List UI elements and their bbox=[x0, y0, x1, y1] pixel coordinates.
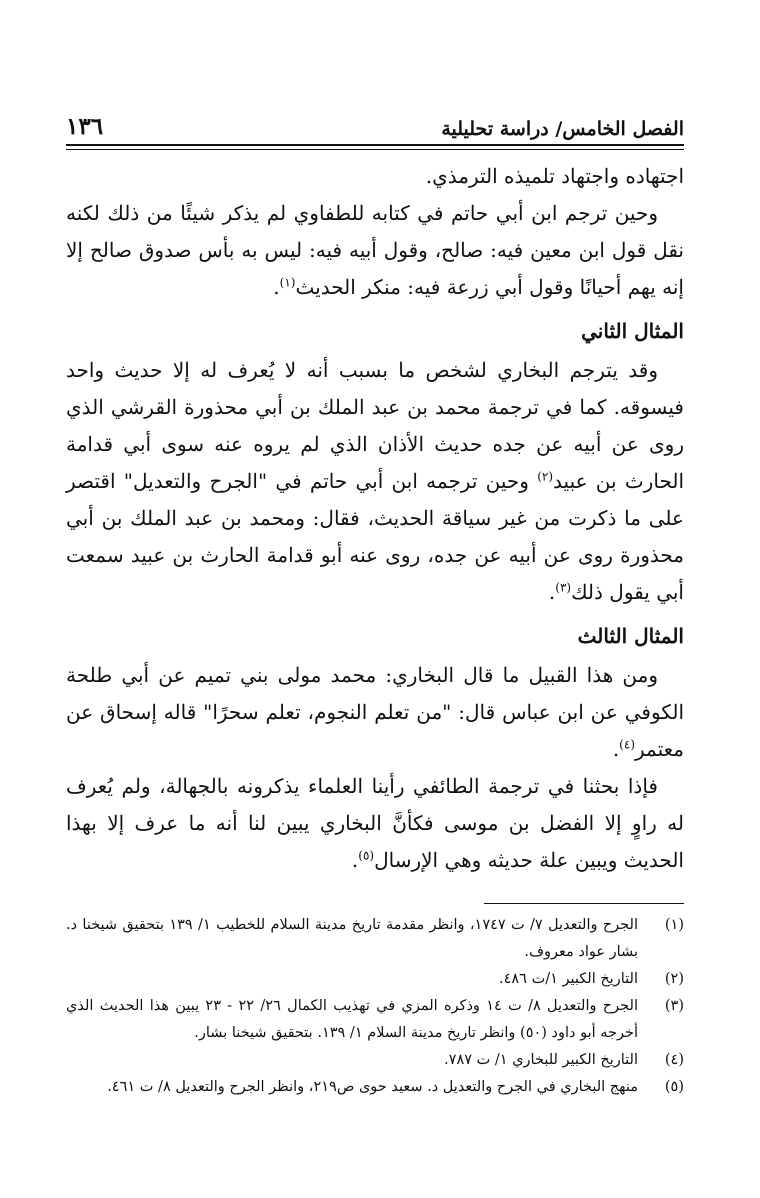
footnote-number: (٥) bbox=[664, 1079, 684, 1095]
page-header bbox=[66, 100, 684, 140]
chapter-title: الفصل الخامس/ دراسة تحليلية bbox=[441, 118, 684, 140]
footnote-text: التاريخ الكبير للبخاري ١/ ت ٧٨٧. bbox=[444, 1052, 638, 1068]
section-heading: المثال الثاني bbox=[581, 319, 684, 343]
footnote-number: (١) bbox=[664, 917, 684, 933]
footnote bbox=[66, 966, 684, 993]
footnote-number: (٤) bbox=[664, 1052, 684, 1068]
header-rule bbox=[66, 144, 684, 146]
footnote bbox=[66, 912, 684, 966]
footnote-number: (٢) bbox=[664, 971, 684, 987]
footnote-text: الجرح والتعديل ٧/ ت ١٧٤٧، وانظر مقدمة تاريخ مدينة السلام للخطيب ١/ ١٣٩ بتحقيق شيخنا د. بشار عواد معروف. bbox=[66, 917, 638, 960]
header-rule-thin bbox=[66, 149, 684, 150]
paragraph: اجتهاده واجتهاد تلميذه الترمذي. bbox=[425, 164, 684, 188]
footnote-text: منهج البخاري في الجرح والتعديل د. سعيد حوى ص٢١٩، وانظر الجرح والتعديل ٨/ ت ٤٦١. bbox=[107, 1079, 638, 1095]
footnote-ref: (٢) bbox=[537, 469, 554, 484]
paragraph: وقد يترجم البخاري لشخص ما بسبب أنه لا يُعرف له إلا حديث واحد فيسوقه. كما في ترجمة محمد بن عبد الملك بن أبي محذورة القرشي الذي روى عن أبيه عن جده حديث الأذان الذي لم يروه عنه سوى أبي قدامة الحارث بن عبيد$^{(٢)}$ وحين ترجمه ابن أبي حاتم في "الجرح والتعديل" اقتصر على ما ذكرت من غير سياقة الحديث، فقال: ومحمد بن عبد الملك بن أبي محذورة روى عن أبيه عن جده، روى عنه أبو قدامة الحارث بن عبيد سمعت أبي يقول ذلك$^{(٣)}$. bbox=[66, 358, 685, 604]
footnote bbox=[66, 993, 684, 1047]
book-page bbox=[66, 100, 684, 1101]
main-text bbox=[66, 158, 684, 879]
paragraph: وحين ترجم ابن أبي حاتم في كتابه للطفاوي لم يذكر شيئًا من ذلك لكنه نقل قول ابن معين فيه: صالح، وقول أبيه فيه: ليس به بأس صدوق صالح إلا إنه يهم أحيانًا وقول أبي زرعة فيه: منكر الحديث$^{(١)}$. bbox=[66, 201, 684, 299]
footnote-ref: (٣) bbox=[555, 580, 572, 595]
footnote-text: التاريخ الكبير ١/ت ٤٨٦. bbox=[499, 971, 638, 987]
footnote-text: الجرح والتعديل ٨/ ت ١٤ وذكره المزي في تهذيب الكمال ٢٦/ ٢٢ - ٢٣ يبين هذا الحديث الذي أخرجه أبو داود (٥٠) وانظر تاريخ مدينة السلام ١/ ١٣٩. بتحقيق شيخنا بشار. bbox=[66, 998, 638, 1041]
footnote-ref: (٤) bbox=[619, 737, 635, 752]
footnote-separator bbox=[484, 903, 684, 904]
section-heading: المثال الثالث bbox=[577, 624, 684, 648]
footnote bbox=[66, 1074, 684, 1101]
footnote bbox=[66, 1047, 684, 1074]
footnote-ref: (٥) bbox=[358, 848, 375, 863]
footnote-number: (٣) bbox=[664, 998, 684, 1014]
page-number: ١٣٦ bbox=[66, 113, 104, 140]
paragraph: فإذا بحثنا في ترجمة الطائفي رأينا العلماء يذكرونه بالجهالة، ولم يُعرف له راوٍ إلا الفضل بن موسى فكأنَّ البخاري يبين لنا أنه ما عرف إلا بهذا الحديث ويبين علة حديثه وهي الإرسال$^{(٥)}$. bbox=[66, 774, 684, 872]
paragraph: ومن هذا القبيل ما قال البخاري: محمد مولى بني تميم عن أبي طلحة الكوفي عن ابن عباس قال: "من تعلم النجوم، تعلم سحرًا" قاله إسحاق عن معتمر$^{(٤)}$. bbox=[66, 663, 684, 761]
footnote-ref: (١) bbox=[279, 275, 296, 290]
footnotes bbox=[66, 912, 684, 1101]
